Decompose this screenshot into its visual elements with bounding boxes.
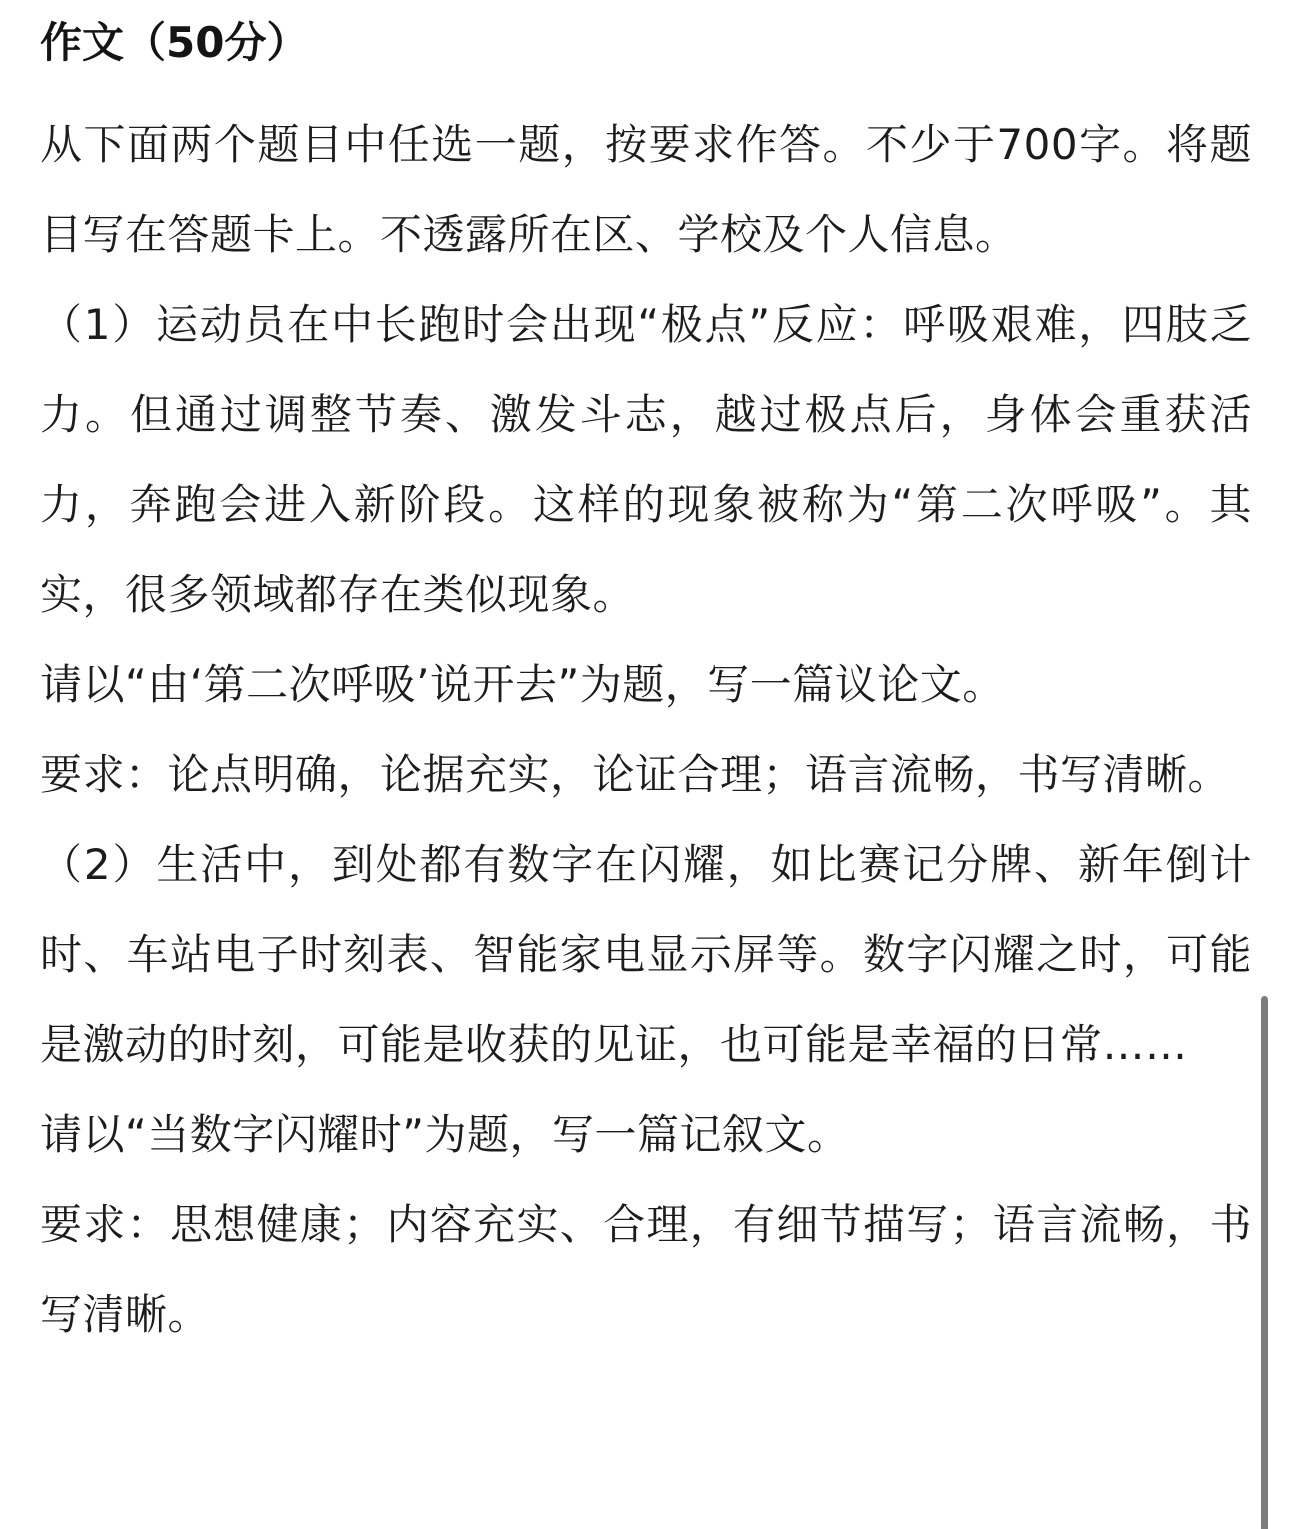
topic-1-description: （1）运动员在中长跑时会出现“极点”反应：呼吸艰难，四肢乏力。但通过调整节奏、激发斗志，越过极点后，身体会重获活力，奔跑会进入新阶段。这样的现象被称为“第二次呼吸”。其实，很多领域都存在类似现象。 — [40, 300, 1252, 619]
topic-1-requirements: 要求：论点明确，论据充实，论证合理；语言流畅，书写清晰。 — [40, 750, 1231, 799]
essay-prompt — [40, 14, 1252, 1360]
topic-1-task: 请以“由‘第二次呼吸’说开去”为题，写一篇议论文。 — [40, 660, 1005, 709]
instructions-paragraph: 从下面两个题目中任选一题，按要求作答。不少于700字。将题目写在答题卡上。不透露所在区、学校及个人信息。 — [40, 120, 1252, 259]
vertical-scrollbar[interactable] — [1261, 996, 1268, 1529]
topic-2-requirements: 要求：思想健康；内容充实、合理，有细节描写；语言流畅，书写清晰。 — [40, 1200, 1252, 1339]
topic-2-task: 请以“当数字闪耀时”为题，写一篇记叙文。 — [40, 1110, 850, 1159]
topic-2-description: （2）生活中，到处都有数字在闪耀，如比赛记分牌、新年倒计时、车站电子时刻表、智能家电显示屏等。数字闪耀之时，可能是激动的时刻，可能是收获的见证，也可能是幸福的日常…… — [40, 840, 1252, 1069]
essay-title: 作文（50分） — [40, 18, 309, 67]
